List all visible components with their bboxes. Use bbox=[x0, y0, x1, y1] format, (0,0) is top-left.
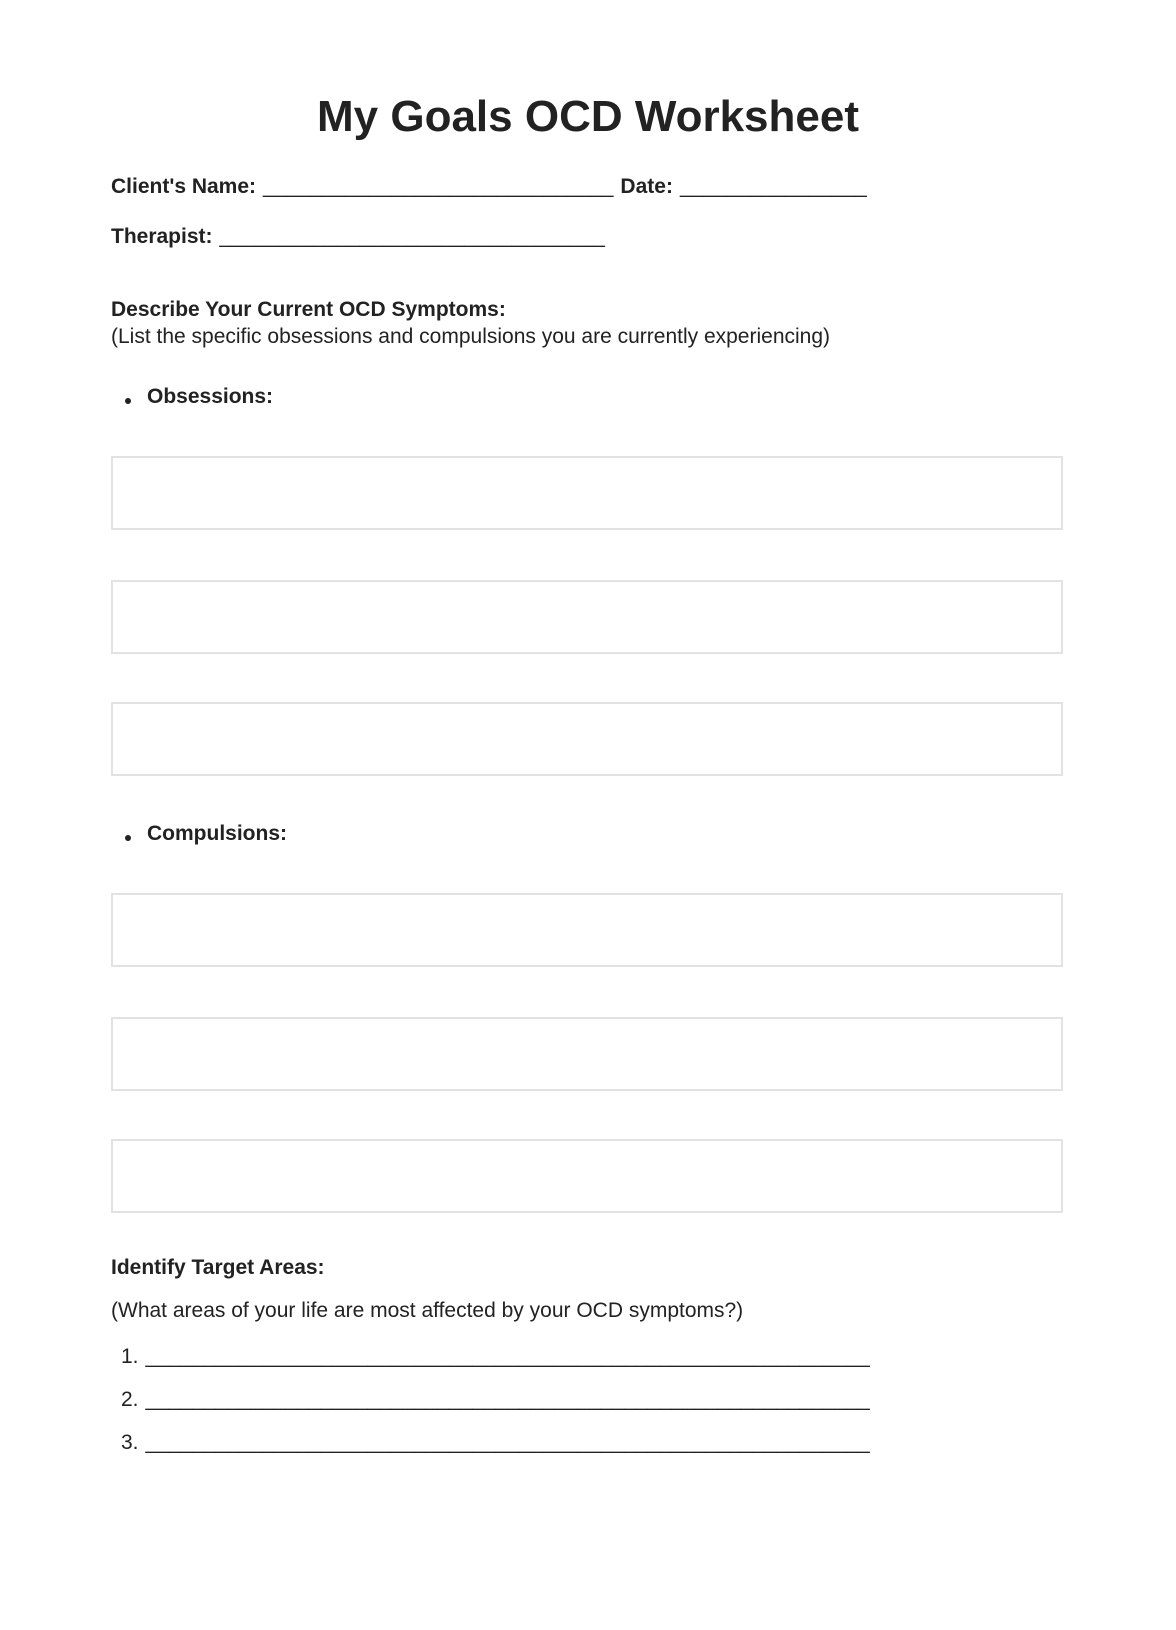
target-area-item bbox=[121, 1388, 870, 1412]
compulsions-label: Compulsions: bbox=[147, 822, 287, 845]
symptoms-instruction: (List the specific obsessions and compulsions you are currently experiencing) bbox=[111, 325, 831, 348]
obsession-input-3[interactable] bbox=[111, 702, 1063, 776]
item-blank[interactable]: ______________________________________________________________ bbox=[145, 1345, 870, 1368]
client-date-row bbox=[111, 175, 867, 199]
therapist-label: Therapist: bbox=[111, 225, 213, 248]
obsession-input-1[interactable] bbox=[111, 456, 1063, 530]
compulsion-input-2[interactable] bbox=[111, 1017, 1063, 1091]
item-number: 2. bbox=[121, 1388, 139, 1411]
target-areas-instruction: (What areas of your life are most affected by your OCD symptoms?) bbox=[111, 1299, 744, 1322]
client-name-field[interactable]: ______________________________ bbox=[263, 175, 614, 198]
item-number: 3. bbox=[121, 1431, 139, 1454]
symptoms-heading: Describe Your Current OCD Symptoms: bbox=[111, 298, 506, 321]
item-blank[interactable]: ______________________________________________________________ bbox=[145, 1388, 870, 1411]
client-name-label: Client's Name: bbox=[111, 175, 257, 198]
compulsion-input-3[interactable] bbox=[111, 1139, 1063, 1213]
item-number: 1. bbox=[121, 1345, 139, 1368]
item-blank[interactable]: ______________________________________________________________ bbox=[145, 1431, 870, 1454]
target-area-item bbox=[121, 1345, 870, 1369]
page-title: My Goals OCD Worksheet bbox=[317, 92, 859, 141]
target-areas-heading: Identify Target Areas: bbox=[111, 1256, 325, 1279]
date-label: Date: bbox=[620, 175, 673, 198]
date-field[interactable]: ________________ bbox=[679, 175, 867, 198]
target-area-item bbox=[121, 1431, 870, 1455]
therapist-field[interactable]: ______________________________ bbox=[219, 225, 570, 248]
bullet-icon bbox=[125, 398, 131, 404]
obsession-input-2[interactable] bbox=[111, 580, 1063, 654]
obsessions-label: Obsessions: bbox=[147, 385, 274, 408]
therapist-field-extra[interactable]: ___ bbox=[569, 225, 605, 248]
compulsion-input-1[interactable] bbox=[111, 893, 1063, 967]
therapist-row bbox=[111, 225, 605, 249]
bullet-icon bbox=[125, 835, 131, 841]
